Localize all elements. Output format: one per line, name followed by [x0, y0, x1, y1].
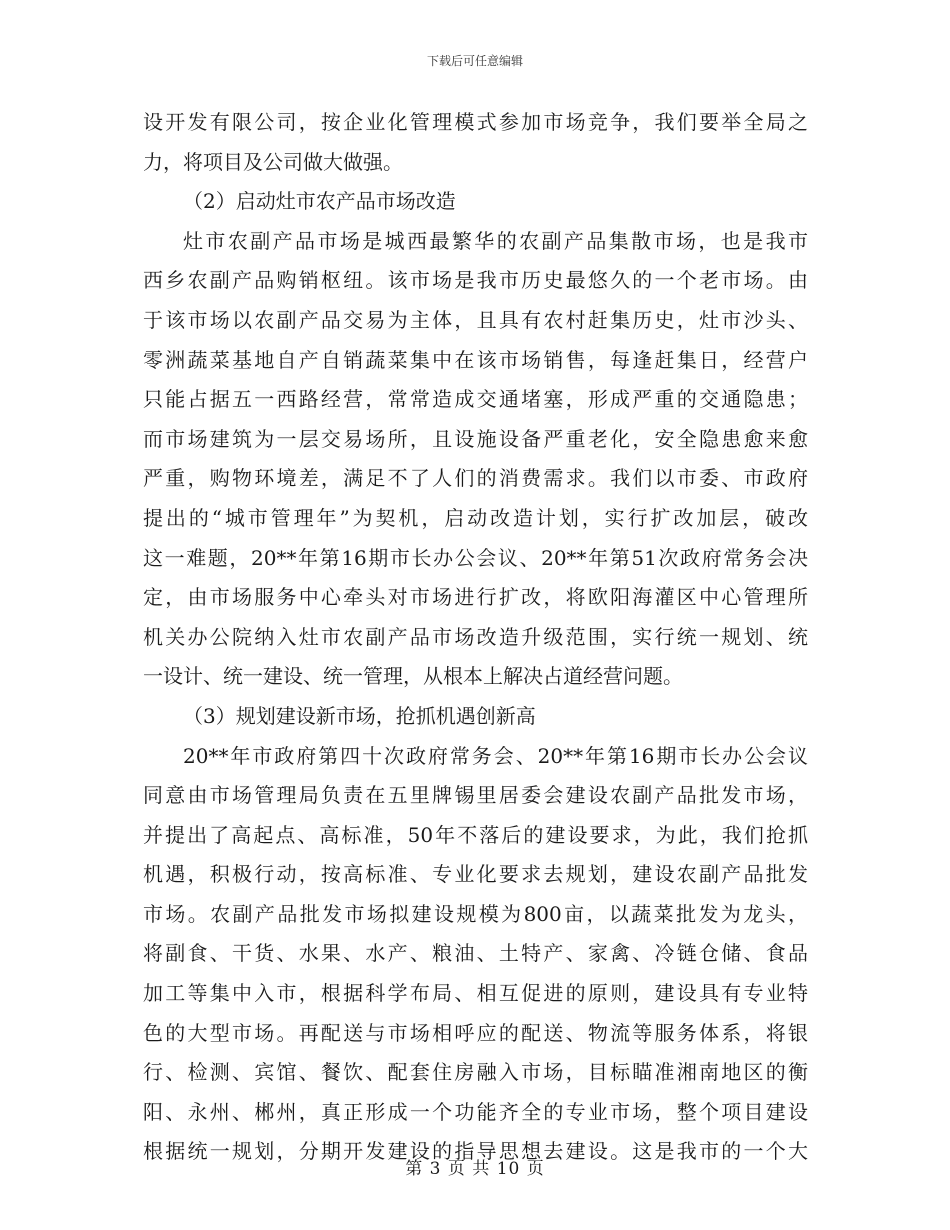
text-line: 加工等集中入市，根据科学布局、相互促进的原则，建设具有专业特	[143, 981, 808, 1006]
text-line: 提出的“城市管理年”为契机，启动改造计划，实行扩改加层，破改	[143, 505, 808, 530]
text-line: 一设计、统一建设、统一管理，从根本上解决占道经营问题。	[143, 664, 683, 689]
text-line: 同意由市场管理局负责在五里牌锡里居委会建设农副产品批发市场，	[143, 783, 808, 808]
paragraph-first-line: 20**年市政府第四十次政府常务会、20**年第16期市长办公会议	[183, 743, 808, 768]
page-header: 下载后可任意编辑	[426, 54, 523, 68]
text-line: 定，由市场服务中心牵头对市场进行扩改，将欧阳海灌区中心管理所	[143, 585, 808, 610]
text-line: 设开发有限公司，按企业化管理模式参加市场竞争，我们要举全局之	[143, 110, 808, 134]
text-line: 西乡农副产品购销枢纽。该市场是我市历史最悠久的一个老市场。由	[143, 268, 808, 293]
text-line: 行、检测、宾馆、餐饮、配套住房融入市场，目标瞄准湘南地区的衡	[143, 1060, 808, 1085]
text-line: 严重，购物环境差，满足不了人们的消费需求。我们以市委、市政府	[143, 466, 808, 491]
text-line: 这一难题，20**年第16期市长办公会议、20**年第51次政府常务会决	[143, 545, 808, 570]
text-line: 根据统一规划，分期开发建设的指导思想去建设。这是我市的一个大	[143, 1139, 808, 1164]
text-line: 机遇，积极行动，按高标准、专业化要求去规划，建设农副产品批发	[143, 862, 808, 887]
document-body	[143, 103, 808, 1172]
text-line: 而市场建筑为一层交易场所，且设施设备严重老化，安全隐患愈来愈	[143, 426, 808, 451]
text-line: 于该市场以农副产品交易为主体，且具有农村赶集历史，灶市沙头、	[143, 307, 808, 332]
text-line: 将副食、干货、水果、水产、粮油、土特产、家禽、冷链仓储、食品	[143, 941, 808, 966]
paragraph-first-line: 灶市农副产品市场是城西最繁华的农副产品集散市场，也是我市	[183, 228, 808, 253]
text-line: 只能占据五一西路经营，常常造成交通堵塞，形成严重的交通隐患；	[143, 387, 808, 412]
text-line: 阳、永州、郴州，真正形成一个功能齐全的专业市场，整个项目建设	[143, 1099, 808, 1124]
text-line: 色的大型市场。再配送与市场相呼应的配送、物流等服务体系，将银	[143, 1020, 808, 1045]
page-number-footer: 第 3 页 共 10 页	[405, 1159, 545, 1179]
section-heading: （2）启动灶市农产品市场改造	[183, 189, 456, 214]
text-line: 力，将项目及公司做大做强。	[143, 149, 403, 174]
text-line: 机关办公院纳入灶市农副产品市场改造升级范围，实行统一规划、统	[143, 624, 808, 649]
text-line: 并提出了高起点、高标准，50年不落后的建设要求，为此，我们抢抓	[143, 822, 808, 847]
text-line: 市场。农副产品批发市场拟建设规模为800亩，以蔬菜批发为龙头，	[143, 901, 808, 926]
section-heading: （3）规划建设新市场，抢抓机遇创新高	[183, 703, 536, 728]
text-line: 零洲蔬菜基地自产自销蔬菜集中在该市场销售，每逢赶集日，经营户	[143, 347, 808, 372]
